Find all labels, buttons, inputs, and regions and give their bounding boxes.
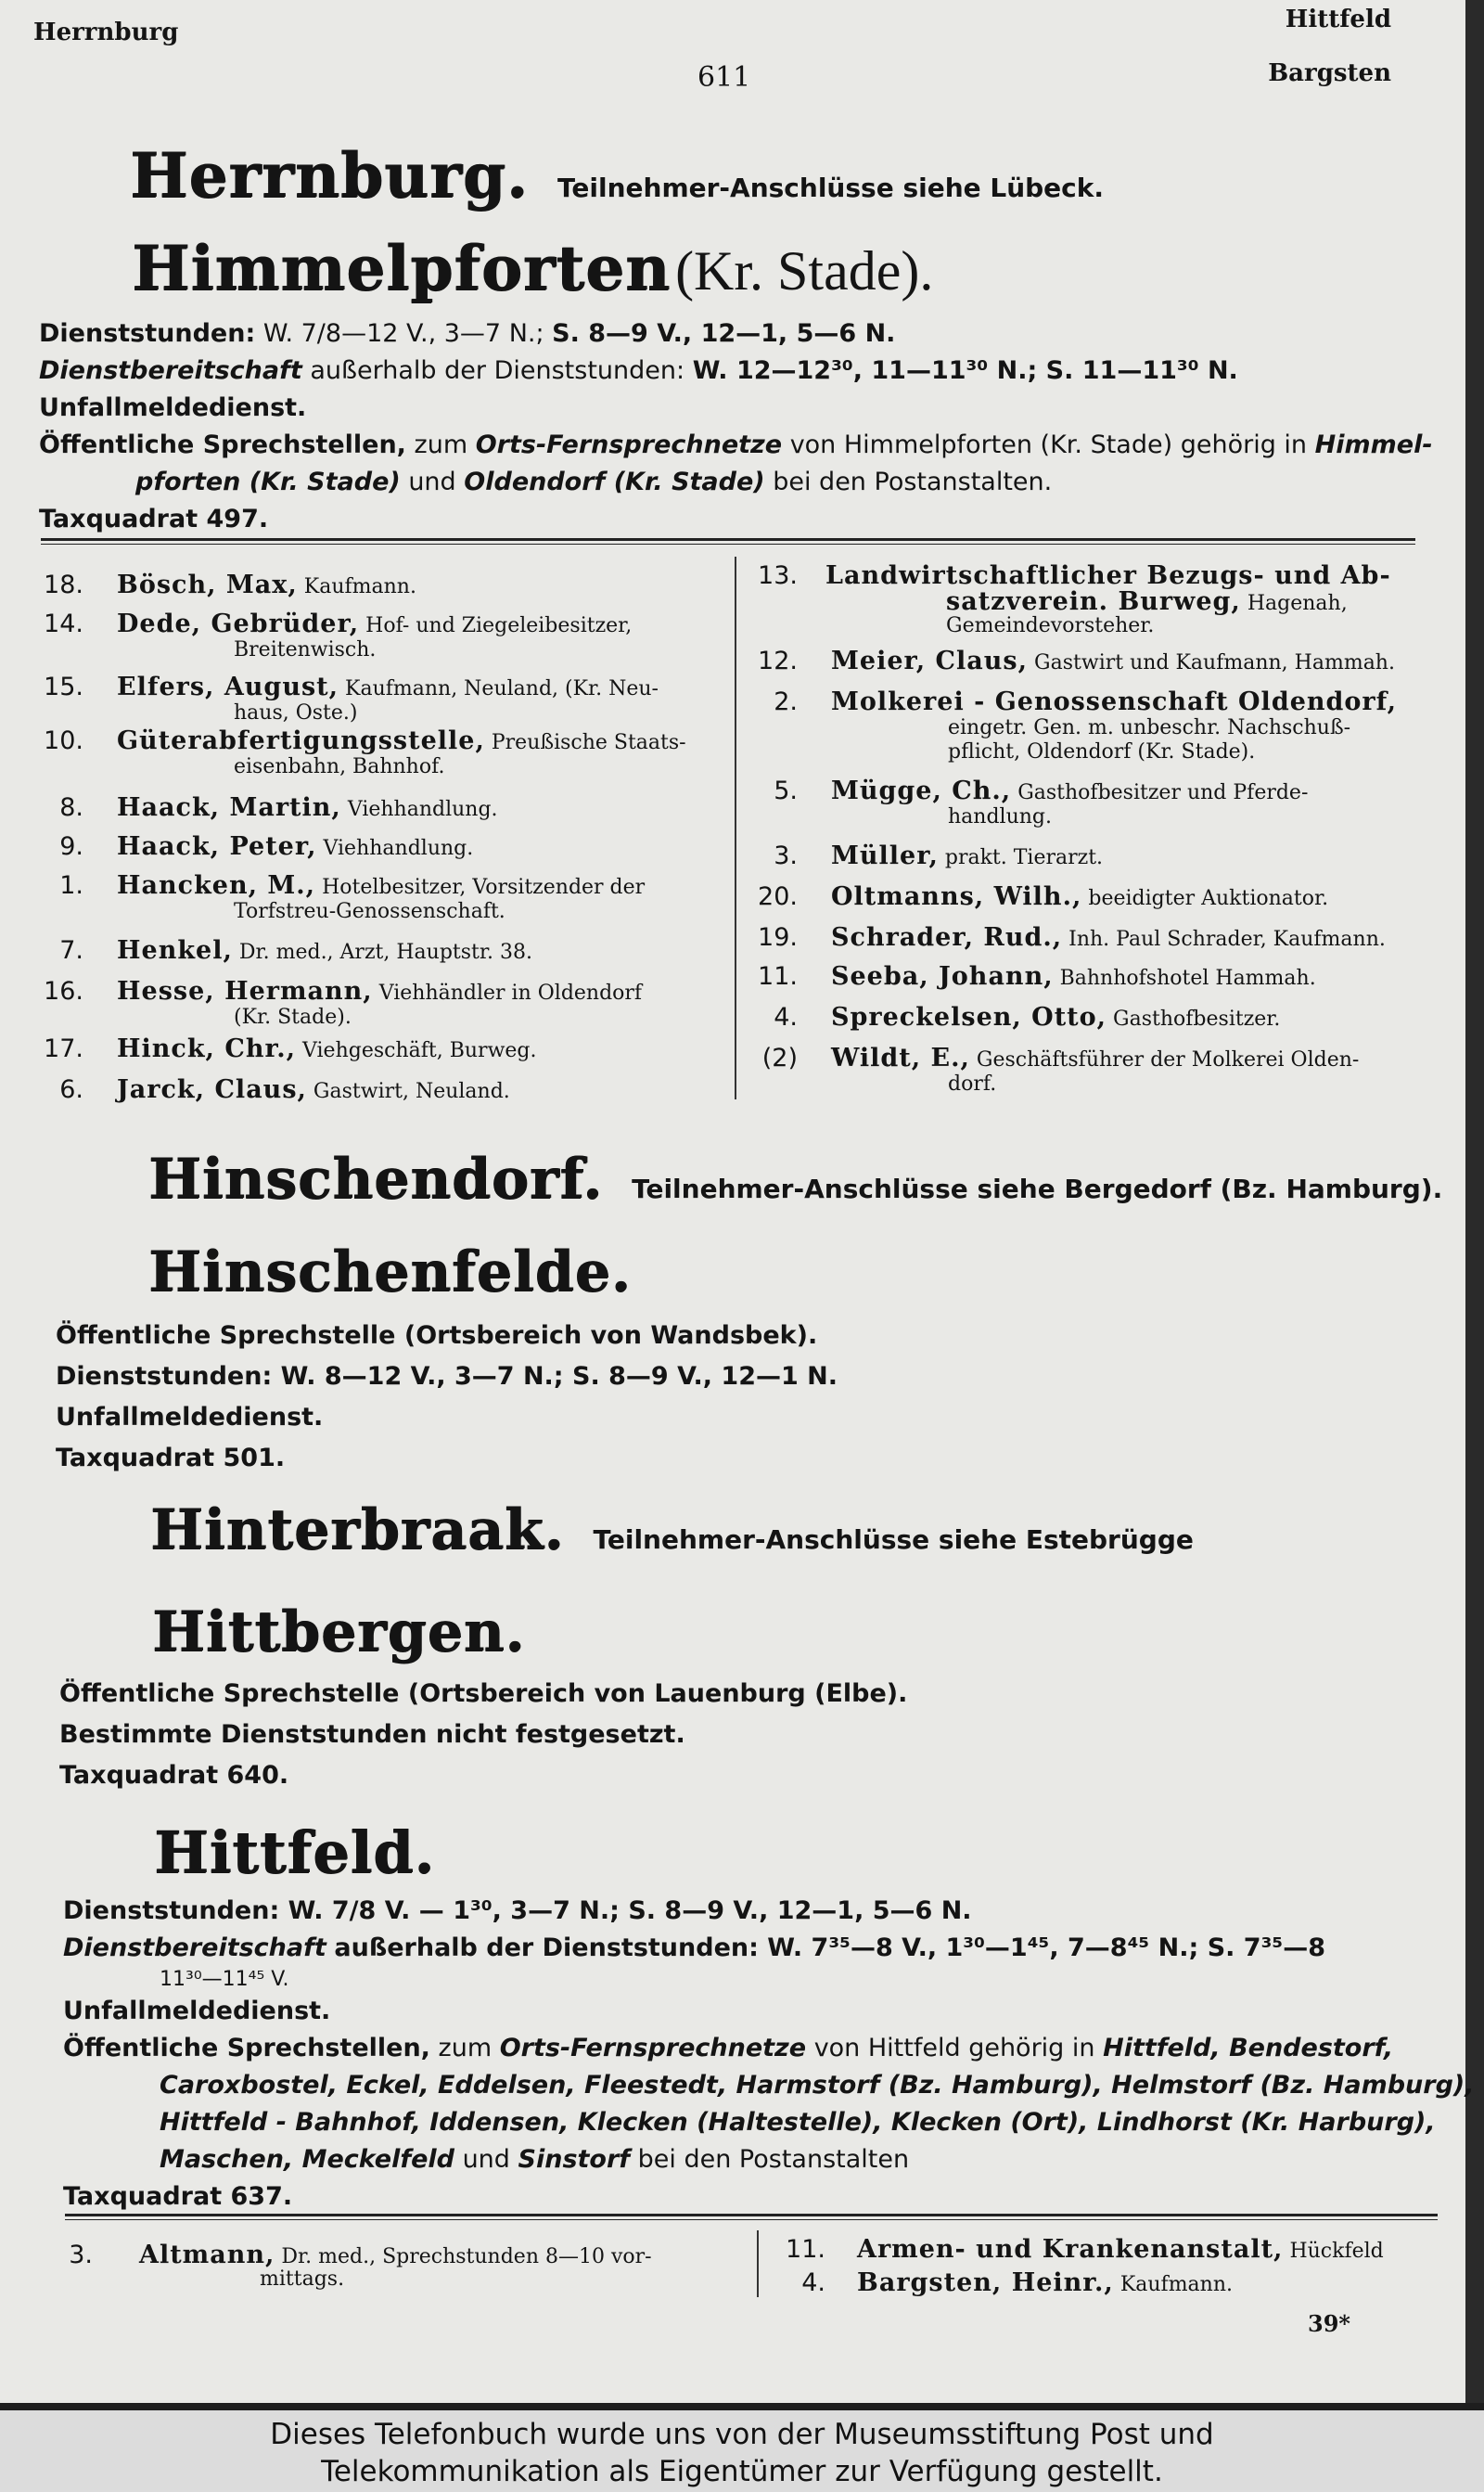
hittbergen-info: Öffentliche Sprechstelle (Ortsbereich von Lauenburg (Elbe). Bestimmte Dienststunden nicht festgesetzt. Taxquadrat 640.	[59, 1679, 908, 1790]
himmelpforten-heading	[132, 232, 933, 304]
double-rule	[65, 2214, 1438, 2220]
hittbergen-heading	[152, 1599, 525, 1664]
column-separator	[757, 2230, 759, 2297]
directory-page: Herrnburg 611 Hittfeld Bargsten Herrnburg. Teilnehmer-Anschlüsse siehe Lübeck. Himmelpforten (Kr. Stade). Dienststunden: W. 7/8—12 V., 3—7 N.; S. 8—9 V., 12—1, 5—6 N. Dienstbereitschaft außerhalb der Dienststunden: W. 12—12³⁰, 11—11³⁰ N.; S. 11—11³⁰ N. Unfallmeldedienst. Öffentliche Sprechstellen, zum Orts-Fernsprechnetze von Himmelpforten (Kr. Stade) gehörig in Himmel- pforten (Kr. Stade) und Oldendorf (Kr. Stade) bei den Postanstalten. Taxquadrat 497. 18. Bösch, Max, Kaufmann. 14. Dede, Gebrüder, Hof- und Ziegeleibesitzer, Breitenwisch. 15. Elfers, August, Kaufmann, Neuland, (Kr. Neu- haus, Oste.) 10. Güterabfertigungsstelle, Preußische Staats- eisenbahn, Bahnhof. 8. Haack, Martin, Viehhandlung. 9. Haack, Peter, Viehhandlung. 1. Hancken, M., Hotelbesitzer, Vorsitzender der Torfstreu-Genossenschaft. 7. Henkel, Dr. med., Arzt, Hauptstr. 38. 16. Hesse, Hermann, Viehhändler in Oldendorf (Kr. Stade). 17. Hinck, Chr., Viehgeschäft, Burweg. 6. Jarck, Claus, Gastwirt, Neuland. 13. Landwirtschaftlicher Bezugs- und Ab- satzverein. Burweg, Hagenah, Gemeindevorsteher. 12. Meier, Claus, Gastwirt und Kaufmann, Hammah. 2. Molkerei - Genossenschaft Oldendorf, eingetr. Gen. m. unbeschr. Nachschuß- pflicht, Oldendorf (Kr. Stade). 5. Mügge, Ch., Gasthofbesitzer und Pferde- handlung. 3. Müller, prakt. Tierarzt. 20. Oltmanns, Wilh., beeidigter Auktionator. 19. Schrader, Rud., Inh. Paul Schrader, Kaufmann. 11. Seeba, Johann, Bahnhofshotel Hammah. 4. Spreckelsen, Otto, Gasthofbesitzer. (2) Wildt, E., Geschäftsführer der Molkerei Olden- dorf. Hinschendorf. Teilnehmer-Anschlüsse siehe Bergedorf (Bz. Hamburg). Hinschenfelde. Öffentliche Sprechstelle (Ortsbereich von Wandsbek). Dienststunden: W. 8—12 V., 3—7 N.; S. 8—9 V., 12—1 N. Unfallmeldedienst. Taxquadrat 501. Hinterbraak. Teilnehmer-Anschlüsse siehe Estebrügge Hittbergen. Öffentliche Sprechstelle (Ortsbereich von Lauenburg (Elbe). Bestimmte Dienststunden nicht festgesetzt. Taxquadrat 640. Hittfeld. Dienststunden: W. 7/8 V. — 1³⁰, 3—7 N.; S. 8—9 V., 12—1, 5—6 N. Dienstbereitschaft außerhalb der Dienststunden: W. 7³⁵—8 V., 1³⁰—1⁴⁵, 7—8⁴⁵ N.; S. 7³⁵—8 11³⁰—11⁴⁵ V. Unfallmeldedienst. Öffentliche Sprechstellen, zum Orts-Fernsprechnetze von Hittfeld gehörig in Hittfeld, Bendestorf, Caroxbostel, Eckel, Eddelsen, Fleestedt, Harmstorf (Bz. Hamburg), Helmstorf (Bz. Hamburg), Hittfeld - Bahnhof, Iddensen, Klecken (Haltestelle), Klecken (Ort), Lindhorst (Kr. Harburg), Maschen, Meckelfeld und Sinstorf bei den Postanstalten Taxquadrat 637. 3. Altmann, Dr. med., Sprechstunden 8—10 vor- mittags. 11. Armen- und Krankenanstalt, Hückfeld 4. Bargsten, Heinr., Kaufmann. 39*	[0, 0, 1484, 2403]
page-number: 611	[697, 61, 751, 94]
place-title: Herrnburg.	[130, 139, 529, 212]
section-hinterbraak	[150, 1497, 1194, 1562]
running-head-right-bottom: Bargsten	[1268, 59, 1391, 87]
archive-footer	[0, 2410, 1484, 2492]
hittfeld-info: Dienststunden: W. 7/8 V. — 1³⁰, 3—7 N.; S. 8—9 V., 12—1, 5—6 N. Dienstbereitschaft außerhalb der Dienststunden: W. 7³⁵—8 V., 1³⁰—1⁴⁵, 7—8⁴⁵ N.; S. 7³⁵—8 11³⁰—11⁴⁵ V. Unfallmeldedienst. Öffentliche Sprechstellen, zum Orts-Fernsprechnetze von Hittfeld gehörig in Hittfeld, Bendestorf, Caroxbostel, Eckel, Eddelsen, Fleestedt, Harmstorf (Bz. Hamburg), Helmstorf (Bz. Hamburg), Hittfeld - Bahnhof, Iddensen, Klecken (Haltestelle), Klecken (Ort), Lindhorst (Kr. Harburg), Maschen, Meckelfeld und Sinstorf bei den Postanstalten Taxquadrat 637.	[63, 1896, 1475, 2211]
footer-line-2: Telekommunikation als Eigentümer zur Verfügung gestellt.	[321, 2455, 1163, 2488]
hinschenfelde-info: Öffentliche Sprechstelle (Ortsbereich von Wandsbek). Dienststunden: W. 8—12 V., 3—7 N.; S. 8—9 V., 12—1 N. Unfallmeldedienst. Taxquadrat 501.	[56, 1321, 838, 1472]
place-title: Hittbergen.	[152, 1599, 526, 1664]
place-title: Hinschenfelde.	[148, 1240, 632, 1304]
hinschenfelde-heading	[148, 1240, 632, 1304]
place-title-sub: (Kr. Stade).	[675, 240, 934, 302]
section-hinschendorf	[148, 1147, 1442, 1212]
place-title: Hinschendorf.	[148, 1147, 603, 1212]
place-title: Hittfeld.	[154, 1818, 436, 1886]
signature-mark: 39*	[1308, 2310, 1350, 2337]
footer-line-1: Dieses Telefonbuch wurde uns von der Museumsstiftung Post und	[270, 2418, 1214, 2451]
running-head-right-top: Hittfeld	[1285, 6, 1391, 33]
section-herrnburg	[130, 139, 1104, 212]
place-note: Teilnehmer-Anschlüsse siehe Lübeck.	[557, 173, 1105, 203]
place-title: Hinterbraak.	[150, 1497, 565, 1562]
double-rule	[41, 538, 1415, 545]
hittfeld-heading	[154, 1818, 435, 1886]
running-head-left: Herrnburg	[33, 19, 179, 46]
himmelpforten-info: Dienststunden: W. 7/8—12 V., 3—7 N.; S. 8—9 V., 12—1, 5—6 N. Dienstbereitschaft außerhalb der Dienststunden: W. 12—12³⁰, 11—11³⁰ N.; S. 11—11³⁰ N. Unfallmeldedienst. Öffentliche Sprechstellen, zum Orts-Fernsprechnetze von Himmelpforten (Kr. Stade) gehörig in Himmel- pforten (Kr. Stade) und Oldendorf (Kr. Stade) bei den Postanstalten. Taxquadrat 497.	[39, 319, 1433, 533]
column-separator	[735, 557, 736, 1099]
place-note: Teilnehmer-Anschlüsse siehe Estebrügge	[593, 1524, 1194, 1555]
place-note: Teilnehmer-Anschlüsse siehe Bergedorf (Bz. Hamburg).	[632, 1174, 1443, 1204]
place-title: Himmelpforten	[132, 232, 671, 304]
